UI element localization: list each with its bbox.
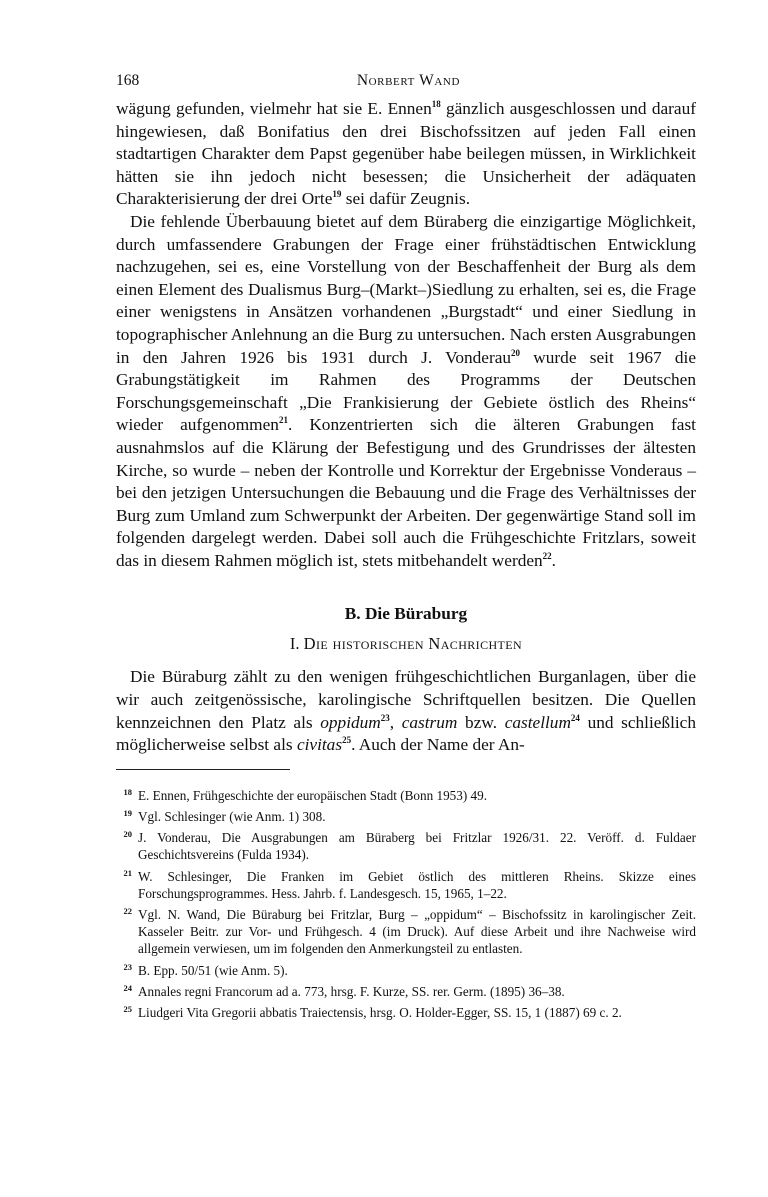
text-run: Die Büraburg zählt zu den wenigen frühgeschichtlichen Burganlagen, über die wir auch zeitgenössische, karolingische Schriftquellen besitzen. Die Quellen kennzeichnen den Platz als	[116, 667, 696, 732]
footnote-number: 21	[123, 867, 132, 878]
italic-term: castrum	[401, 712, 458, 732]
footnote	[116, 959, 696, 979]
running-head-author: Norbert Wand	[356, 72, 460, 89]
footnote-reference: 22	[542, 550, 552, 561]
footnote-text: Annales regni Francorum ad a. 773, hrsg. F. Kurze, SS. rer. Germ. (1895) 36–38.	[138, 983, 565, 999]
text-run: . Auch der Name der An-	[351, 735, 525, 755]
footnote-text: Liudgeri Vita Gregorii abbatis Traiectensis, hrsg. O. Holder-Egger, SS. 15, 1 (1887) 69 c. 2.	[138, 1005, 622, 1021]
text-run: gänzlich ausgeschlossen und darauf hingewiesen, daß Bonifatius den drei Bischofssitzen auf jeden Fall einen stadtartigen Charakter dem Papst gegenüber habe beilegen müssen, in Wirklichkeit hätten sie ihn jedoch nicht besessen; die Unsicherheit der adäquaten Charakterisierung der drei Orte	[116, 99, 696, 209]
footnote	[116, 980, 696, 1000]
footnote	[116, 784, 696, 804]
italic-term: oppidum	[320, 712, 381, 732]
footnote	[116, 1001, 696, 1021]
text-run: sei dafür Zeugnis.	[341, 189, 471, 209]
footnote-number: 23	[123, 961, 132, 972]
footnote-number: 25	[123, 1004, 132, 1015]
paragraph-3	[116, 666, 696, 756]
text-run: wurde seit 1967 die Grabungstätigkeit im Rahmen des Programms der Deutschen Forschungsgemeinschaft „Die Frankisierung der Gebiete östlich des Rheins“ wieder aufgenommen	[116, 347, 697, 435]
footnote-reference: 25	[342, 735, 352, 746]
footnote-number: 19	[123, 808, 132, 819]
main-text	[116, 98, 696, 757]
subsection-numeral: I.	[289, 634, 300, 654]
subsection-title: Die historischen Nachrichten	[303, 634, 523, 654]
text-run: ,	[389, 712, 402, 732]
footnote-reference: 21	[278, 415, 288, 426]
footnote-text: Vgl. Schlesinger (wie Anm. 1) 308.	[138, 809, 326, 825]
footnote-text: J. Vonderau, Die Ausgrabungen am Büraberg bei Fritzlar 1926/31. 22. Veröff. d. Fuldaer Geschichtsvereins (Fulda 1934).	[138, 830, 696, 863]
text-run: bzw.	[457, 712, 505, 732]
paragraph-1	[116, 98, 696, 211]
footnote-number: 24	[123, 982, 132, 993]
section-heading: B. Die Büraburg	[344, 604, 468, 624]
footnote-number: 18	[123, 786, 132, 797]
subsection-heading	[116, 634, 696, 654]
footnote	[116, 865, 696, 902]
footnote-reference: 23	[380, 712, 390, 723]
italic-term: civitas	[296, 735, 343, 755]
footnote-number: 22	[123, 906, 132, 917]
running-header	[116, 72, 696, 90]
page-number: 168	[116, 72, 140, 89]
footnote-text: W. Schlesinger, Die Franken im Gebiet östlich des mittleren Rheins. Skizze eines Forschungsprogrammes. Hess. Jahrb. f. Landesgesch. 15, 1965, 1–22.	[138, 868, 696, 901]
paragraph-2	[116, 211, 696, 573]
text-run: . Konzentrierten sich die älteren Grabungen fast ausnahmslos auf die Klärung der Befestigung und des Grundrisses der ältesten Kirche, so wurde – neben der Kontrolle und Korrektur der Ergebnisse Vonderaus – bei den jetzigen Untersuchungen die Bebauung und die Frage des Verhältnisses der Burg zum Umland zum Schwerpunkt der Arbeiten. Der gegenwärtige Stand soll im folgenden dargelegt werden. Dabei soll auch die Frühgeschichte Fritzlars, soweit das in diesem Rahmen möglich ist, stets mitbehandelt werden	[116, 415, 696, 570]
text-run: Die fehlende Überbauung bietet auf dem Büraberg die einzigartige Möglichkeit, durch umfassendere Grabungen der Frage einer frühstädtischen Entwicklung nachzugehen, sei es, eine Vorstellung von der Beschaffenheit der Burg als dem einen Element des Dualismus Burg–(Markt–)Siedlung zu erhalten, sei es, die Frage einer wenigstens in Ansätzen vorhandenen „Burgstadt“ und einer Siedlung in topographischer Anlehnung an die Burg zu untersuchen. Nach ersten Ausgrabungen in den Jahren 1926 bis 1931 durch J. Vonderau	[116, 211, 696, 367]
footnote-reference: 24	[570, 712, 580, 723]
footnote-text: Vgl. N. Wand, Die Büraburg bei Fritzlar, Burg – „oppidum“ – Bischofssitz in karolingischer Zeit. Kasseler Beitr. zur Vor- und Frühgesch. 4 (im Druck). Auf diese Arbeit und ihre Nachweise wird allgemein verwiesen, um im folgenden den Anmerkungsteil zu entlasten.	[138, 907, 696, 957]
footnote-reference: 18	[431, 99, 441, 109]
italic-term: castellum	[504, 712, 571, 732]
footnote	[116, 805, 696, 825]
text-run: wägung gefunden, vielmehr hat sie E. Ennen	[116, 99, 432, 118]
text-run: und schließlich möglicherweise selbst als	[116, 712, 696, 755]
footnote-reference: 20	[511, 347, 521, 358]
book-page	[116, 72, 696, 1022]
footnote-separator	[116, 769, 290, 770]
footnote-number: 20	[123, 829, 132, 840]
text-run: .	[551, 550, 556, 570]
footnotes	[116, 784, 696, 1021]
footnote-text: B. Epp. 50/51 (wie Anm. 5).	[138, 962, 288, 978]
footnote-reference: 19	[332, 189, 342, 200]
footnote	[116, 903, 696, 958]
footnote-text: E. Ennen, Frühgeschichte der europäischen Stadt (Bonn 1953) 49.	[138, 787, 488, 803]
footnote	[116, 826, 696, 863]
